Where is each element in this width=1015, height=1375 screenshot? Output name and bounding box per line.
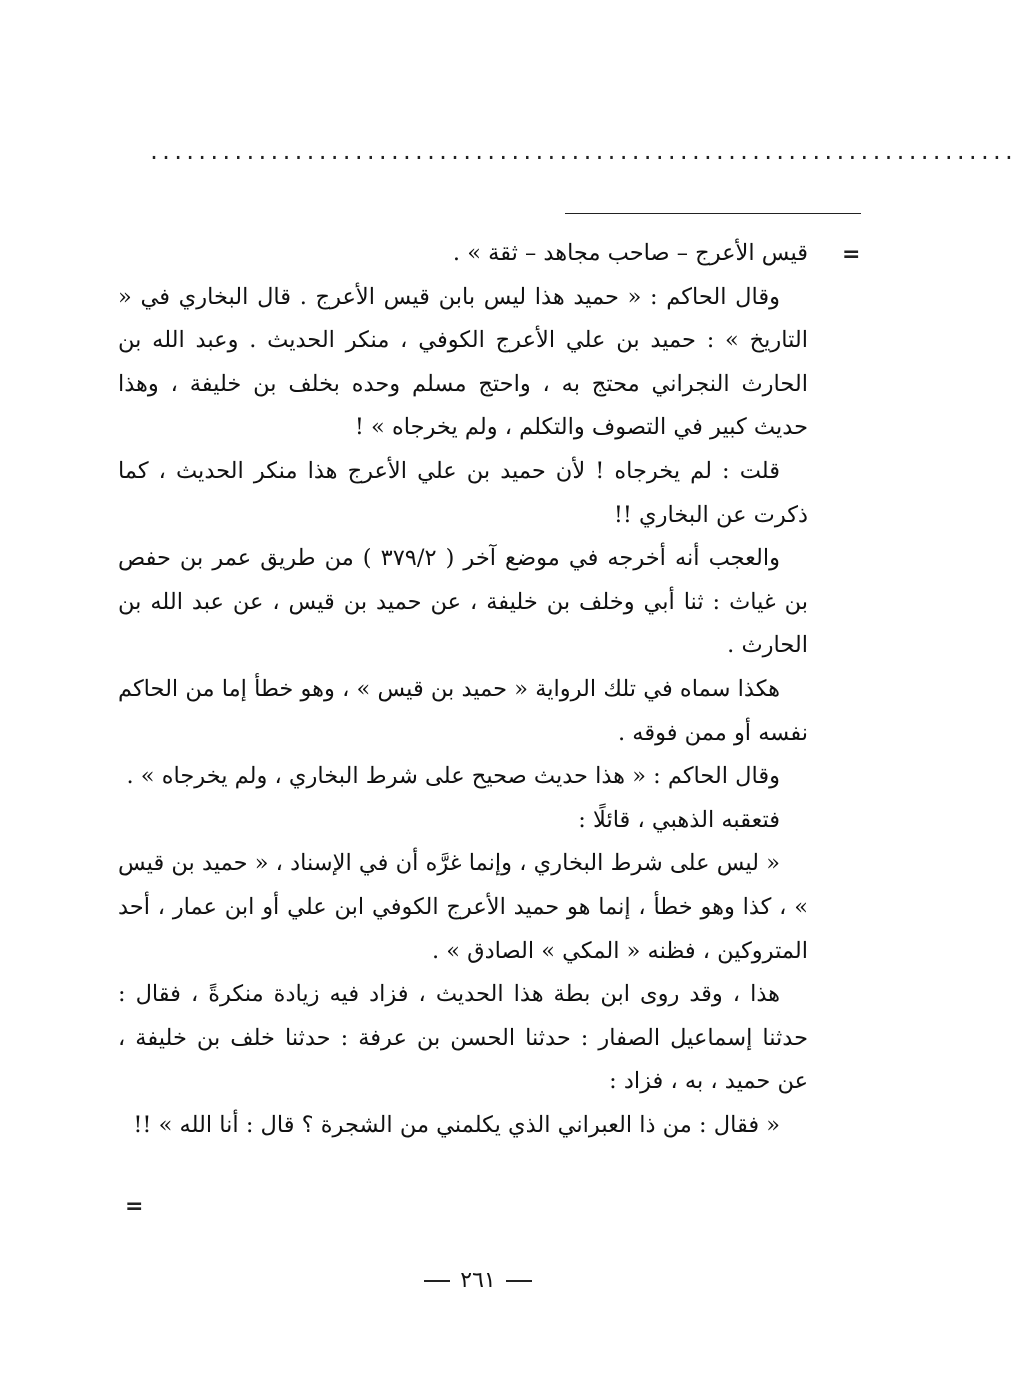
footnote-paragraph: هكذا سماه في تلك الرواية « حميد بن قيس » ، وهو خطأ إما من الحاكم نفسه أو ممن فوقه . <box>118 675 808 746</box>
footnote-rule <box>565 213 861 214</box>
footnote-paragraph: هذا ، وقد روى ابن بطة هذا الحديث ، فزاد فيه زيادة منكرةً ، فقال : حدثنا إسماعيل الصفار : حدثنا الحسن بن عرفة : حدثنا خلف بن خليفة ، عن حميد ، به ، فزاد : <box>118 981 808 1095</box>
page-footer <box>0 1268 956 1293</box>
footnote-paragraph: قلت : لم يخرجاه ! لأن حميد بن علي الأعرج هذا منكر الحديث ، كما ذكرت عن البخاري !! <box>118 457 808 528</box>
footnote-paragraph: وقال الحاكم : « حميد هذا ليس بابن قيس الأعرج . قال البخاري في « التاريخ » : حميد بن علي الأعرج الكوفي ، منكر الحديث . وعبد الله بن الحارث النجراني محتج به ، واحتج مسلم وحده بخلف بن خليفة ، وهذا حديث كبير في التصوف والتكلم ، ولم يخرجاه » ! <box>118 283 808 441</box>
folio-dash-right <box>424 1280 450 1282</box>
footnote-paragraph: « ليس على شرط البخاري ، وإنما غرَّه أن في الإسناد ، « حميد بن قيس » ، كذا وهو خطأ ، إنما هو حميد الأعرج الكوفي ابن علي أو ابن عمار ، أحد المتروكين ، فظنه « المكي » الصادق » . <box>118 850 808 964</box>
footnote-paragraph: والعجب أنه أخرجه في موضع آخر ( ٣٧٩/٢ ) من طريق عمر بن حفص بن غياث : ثنا أبي وخلف بن خليفة ، عن حميد بن قيس ، عن عبد الله بن الحارث . <box>118 545 808 659</box>
page-number: ٢٦١ <box>460 1268 496 1293</box>
footnote-body <box>118 232 808 1147</box>
footnote-paragraph: « فقال : من ذا العبراني الذي يكلمني من الشجرة ؟ قال : أنا الله » !! <box>133 1111 780 1138</box>
folio-dash-left <box>506 1280 532 1282</box>
footnote-continues-mark: = <box>125 1194 144 1219</box>
footnote-paragraph: قيس الأعرج – صاحب مجاهد – ثقة » . <box>452 240 808 266</box>
footnote-continuation-mark: = <box>842 242 861 267</box>
footnote-paragraph: وقال الحاكم : « هذا حديث صحيح على شرط البخاري ، ولم يخرجاه » . <box>126 763 780 790</box>
footnote-paragraph: فتعقبه الذهبي ، قائلًا : <box>578 806 780 833</box>
decorative-dotted-separator: ........................................................................ <box>148 140 1015 164</box>
